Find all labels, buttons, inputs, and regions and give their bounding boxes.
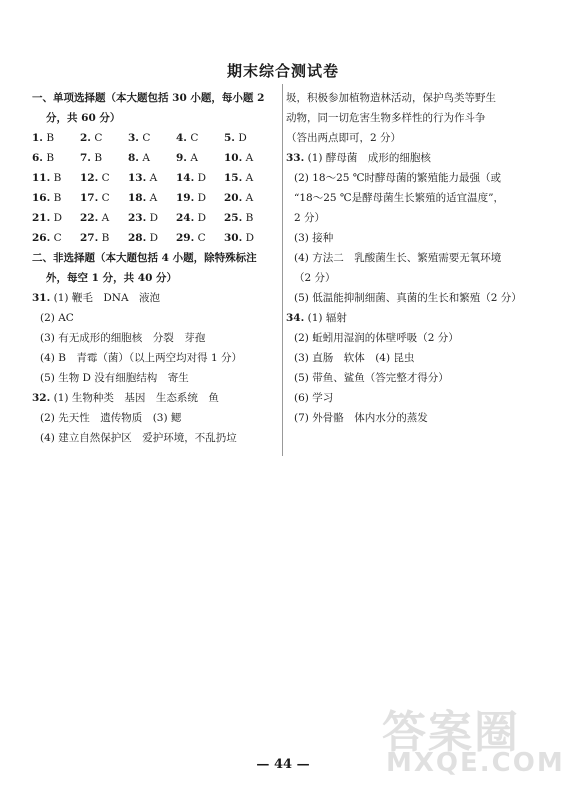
q33-number: 33. (286, 152, 305, 164)
answer-number: 20. (224, 192, 243, 204)
answer-number: 5. (224, 132, 235, 144)
answer-choice: A (149, 172, 158, 184)
q31-item-5: (5) 生物 D 没有细胞结构 寄生 (40, 372, 189, 384)
answer-choice: D (53, 212, 63, 224)
question-31 (32, 288, 276, 388)
page-title: 期末综合测试卷 (226, 62, 339, 80)
watermark-url: MXQE.COM (386, 748, 565, 778)
answer-choice: D (197, 172, 207, 184)
answer-choice: B (94, 152, 103, 164)
q34-item-3: (3) 直肠 软体 (4) 昆虫 (294, 352, 415, 364)
answer-choice: A (142, 152, 150, 164)
section1-heading: 一、单项选择题（本大题包括 30 小题，每小题 2 (32, 92, 265, 104)
answer-cell (32, 188, 80, 208)
answer-choice: B (46, 132, 55, 144)
answer-choice: D (149, 232, 159, 244)
answer-choice: C (94, 132, 103, 144)
answer-grid (32, 128, 276, 248)
answer-choice: A (149, 192, 158, 204)
answer-choice: A (245, 172, 254, 184)
q32-line-1 (32, 388, 276, 408)
page-number: — 44 — (256, 757, 310, 772)
answer-row (32, 128, 276, 148)
answer-row (32, 208, 276, 228)
q32-number: 32. (32, 392, 51, 404)
q31-item-2: (2) AC (40, 312, 74, 324)
answer-cell (128, 228, 176, 248)
answer-number: 23. (128, 212, 147, 224)
answer-number: 30. (224, 232, 243, 244)
answer-number: 29. (176, 232, 195, 244)
answer-number: 17. (80, 192, 99, 204)
answer-number: 7. (80, 152, 91, 164)
q31-item-4: (4) B 青霉（菌）（以上两空均对得 1 分） (40, 352, 243, 364)
answer-choice: A (101, 212, 110, 224)
answer-cell (176, 208, 224, 228)
q32-item-3: (4) 建立自然保护区 爱护环境，不乱扔垃 (40, 432, 237, 444)
answer-choice: D (197, 212, 207, 224)
answer-cell (224, 228, 272, 248)
answer-number: 14. (176, 172, 195, 184)
watermark-logo (382, 696, 565, 786)
answer-row (32, 148, 276, 168)
section1-heading-cont: 分，共 60 分） (46, 112, 121, 124)
q33-item-4: 2 分） (294, 212, 326, 224)
q34-item-5: (6) 学习 (294, 392, 334, 404)
answer-cell (176, 128, 224, 148)
answer-choice: C (53, 232, 62, 244)
answer-cell (32, 208, 80, 228)
answer-choice: D (197, 192, 207, 204)
answer-number: 25. (224, 212, 243, 224)
answer-cell (128, 168, 176, 188)
q34-item-1: (1) 辐射 (307, 312, 347, 324)
q33-item-3: “18～25 ℃是酵母菌生长繁殖的适宜温度”， (294, 192, 505, 204)
q33-line-1 (286, 148, 536, 168)
answer-cell (80, 208, 128, 228)
answer-row (32, 228, 276, 248)
answer-number: 24. (176, 212, 195, 224)
answer-cell (80, 188, 128, 208)
answer-choice: C (101, 192, 110, 204)
answer-choice: A (245, 192, 254, 204)
answer-choice: C (101, 172, 110, 184)
q33-item-2: (2) 18～25 ℃时酵母菌的繁殖能力最强（或 (294, 172, 502, 184)
answer-cell (176, 168, 224, 188)
answer-number: 15. (224, 172, 243, 184)
answer-number: 18. (128, 192, 147, 204)
answer-number: 1. (32, 132, 43, 144)
q31-item-1: (1) 鞭毛 DNA 液泡 (53, 292, 161, 304)
answer-choice: D (245, 232, 255, 244)
q34-line-1 (286, 308, 536, 328)
section2-heading-cont: 外，每空 1 分，共 40 分） (46, 272, 178, 284)
answer-choice: B (101, 232, 110, 244)
answer-cell (176, 228, 224, 248)
answer-choice: C (190, 132, 199, 144)
answer-number: 28. (128, 232, 147, 244)
answer-number: 4. (176, 132, 187, 144)
answer-cell (80, 128, 128, 148)
answer-number: 3. (128, 132, 139, 144)
q31-number: 31. (32, 292, 51, 304)
answer-cell (32, 128, 80, 148)
answer-cell (176, 188, 224, 208)
q33-item-1: (1) 酵母菌 成形的细胞核 (307, 152, 431, 164)
column-divider (282, 84, 283, 456)
q33-item-5: (3) 接种 (294, 232, 334, 244)
answer-cell (224, 188, 272, 208)
answer-cell (128, 128, 176, 148)
q34-item-6: (7) 外骨骼 体内水分的蒸发 (294, 412, 428, 424)
answer-number: 26. (32, 232, 51, 244)
answer-number: 13. (128, 172, 147, 184)
answer-number: 6. (32, 152, 43, 164)
answer-number: 11. (32, 172, 51, 184)
watermark-text: 答案圈 (382, 707, 520, 758)
answer-cell (176, 148, 224, 168)
answer-choice: D (238, 132, 247, 144)
q34-item-2: (2) 蚯蚓用湿润的体壁呼吸（2 分） (294, 332, 459, 344)
q31-line-1 (32, 288, 276, 308)
q32-item-1: (1) 生物种类 基因 生态系统 鱼 (53, 392, 219, 404)
q34-item-4: (5) 带鱼、鲨鱼（答完整才得分） (294, 372, 449, 384)
answer-choice: C (142, 132, 151, 144)
q33-item-7: （2 分） (294, 272, 336, 284)
section2-heading: 二、非选择题（本大题包括 4 小题，除特殊标注 (32, 252, 257, 264)
answer-cell (224, 168, 272, 188)
question-33 (286, 148, 536, 308)
answer-cell (80, 168, 128, 188)
answer-choice: C (197, 232, 206, 244)
question-32 (32, 388, 276, 448)
answer-choice: A (245, 152, 254, 164)
answer-number: 16. (32, 192, 51, 204)
answer-number: 2. (80, 132, 91, 144)
answer-cell (128, 208, 176, 228)
q31-item-3: (3) 有无成形的细胞核 分裂 芽孢 (40, 332, 206, 344)
right-column (286, 88, 536, 428)
answer-cell (32, 228, 80, 248)
answer-cell (224, 128, 272, 148)
answer-cell (32, 148, 80, 168)
answer-choice: B (245, 212, 254, 224)
answer-row (32, 168, 276, 188)
q33-item-6: (4) 方法二 乳酸菌生长、繁殖需要无氧环境 (294, 252, 502, 264)
q32-cont-2: 动物，同一切危害生物多样性的行为作斗争 (286, 112, 486, 124)
answer-cell (128, 188, 176, 208)
answer-choice: D (149, 212, 159, 224)
q34-number: 34. (286, 312, 305, 324)
answer-choice: B (46, 152, 55, 164)
answer-row (32, 188, 276, 208)
answer-cell (80, 148, 128, 168)
answer-cell (80, 228, 128, 248)
answer-cell (32, 168, 80, 188)
q32-cont-3: （答出两点即可，2 分） (286, 132, 402, 144)
q32-cont-1: 圾，积极参加植物造林活动，保护鸟类等野生 (286, 92, 496, 104)
answer-number: 27. (80, 232, 99, 244)
answer-number: 8. (128, 152, 139, 164)
left-column (32, 88, 276, 448)
answer-choice: B (53, 172, 62, 184)
answer-number: 21. (32, 212, 51, 224)
q33-item-8: (5) 低温能抑制细菌、真菌的生长和繁殖（2 分） (294, 292, 522, 304)
answer-choice: B (53, 192, 62, 204)
answer-cell (224, 208, 272, 228)
answer-number: 9. (176, 152, 187, 164)
question-34 (286, 308, 536, 428)
answer-number: 12. (80, 172, 99, 184)
answer-number: 22. (80, 212, 99, 224)
answer-number: 10. (224, 152, 243, 164)
q32-item-2: (2) 先天性 遗传物质 (3) 鳃 (40, 412, 182, 424)
answer-choice: A (190, 152, 198, 164)
answer-cell (224, 148, 272, 168)
answer-number: 19. (176, 192, 195, 204)
answer-cell (128, 148, 176, 168)
